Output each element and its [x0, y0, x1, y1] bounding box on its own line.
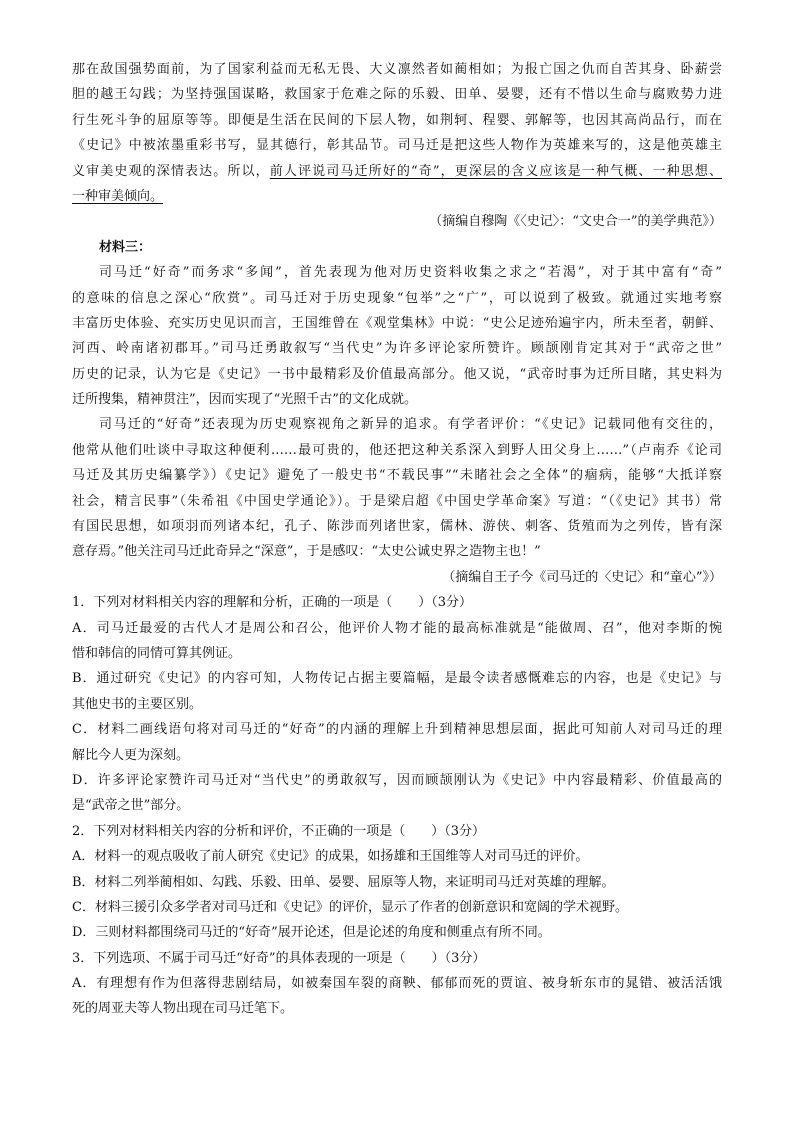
question-stem: 1．下列对材料相关内容的理解和分析，正确的一项是（ ）（3分）	[72, 595, 473, 611]
passage-line	[72, 184, 722, 209]
passage-line: 马迁及其历史编纂学》）《史记》避免了一般史书“不载民事”“未睹社会之全体”的痼病，能够“大抵详察	[72, 468, 722, 484]
exam-page	[72, 57, 722, 1022]
underlined-sentence: 一种审美倾向。	[72, 188, 164, 204]
option-line: D．三则材料都围绕司马迁的“好奇”展开论述，但是论述的角度和侧重点有所不同。	[72, 925, 551, 941]
passage-line: 行生死斗争的屈原等等。即便是生活在民间的下层人物，如荆轲、程婴、郭解等，也因其高尚品行，而在	[72, 112, 722, 128]
passage-line	[72, 159, 722, 184]
passage-line: 迁所搜集，精神贯注”，因而实现了“光照千古”的文化成就。	[72, 392, 417, 408]
passage-line: 胆的越王勾践；为坚持强国谋略，救国家于危难之际的乐毅、田单、晏婴，还有不惜以生命与腐败势力进	[72, 87, 722, 103]
passage-line: 历史的记录，认为它是《史记》一书中最精彩及价值最高部分。他又说，“武帝时事为迁所目睹，其史料为	[72, 366, 722, 382]
passage-line: 司马迁的“好奇”还表现为历史观察视角之新异的追求。有学者评价：“《史记》记载同他有交往的，	[99, 417, 722, 433]
source-citation: （摘编自穆陶《〈史记〉：“文史合一”的美学典范》）	[429, 214, 722, 230]
passage-line: 的意味的信息之深心“欣赏”。司马迁对于历史现象“包举”之“广”，可以说到了极致。就通过实地考察	[72, 290, 722, 306]
passage-line: 他常从他们吐谈中寻取这种便利……最可贵的，他还把这种关系深入到野人田父身上……”（卢南乔《论司	[72, 442, 722, 458]
question-stem: 3．下列选项、不属于司马迁“好奇”的具体表现的一项是（ ）（3分）	[72, 950, 486, 966]
passage-line: 那在敌国强势面前，为了国家利益而无私无畏、大义凛然者如蔺相如；为报亡国之仇而自苦其身、卧薪尝	[72, 62, 722, 77]
passage-line: 丰富历史体验、充实历史见识而言，王国维曾在《观堂集林》中说：“史公足迹殆遍宇内，所未至者，朝鲜、	[72, 315, 722, 331]
passage-text: 义审美史观的深情表达。所以，	[72, 163, 270, 179]
option-line: 其他史书的主要区别。	[72, 696, 203, 712]
option-line: C．材料三援引众多学者对司马迁和《史记》的评价，显示了作者的创新意识和宽阔的学术视野。	[72, 899, 628, 915]
option-line: A．有理想有作为但落得悲剧结局，如被秦国车裂的商鞅、郁郁而死的贾谊、被身斩东市的晁错、被活活饿	[72, 976, 722, 992]
option-line: 惜和韩信的同情可算其例证。	[72, 645, 242, 661]
passage-line: 河西、岭南诸初郡耳。”司马迁勇敢叙写“当代史”为许多评论家所赞许。顾颉刚肯定其对于“武帝之世”	[72, 341, 722, 357]
passage-line: 有国民思想，如项羽而列诸本纪，孔子、陈涉而列诸世家，儒林、游侠、刺客、货殖而为之列传，皆有深	[72, 519, 722, 535]
option-line: B．通过研究《史记》的内容可知，人物传记占据主要篇幅，是最令读者感慨难忘的内容，也是《史记》与	[72, 671, 722, 687]
passage-line: 社会，精言民事”（朱希祖《中国史学通论》）。于是梁启超《中国史学革命案》写道：“（《史记》其书）常	[72, 493, 722, 509]
option-line: A．材料一的观点吸收了前人研究《史记》的成果，如扬雄和王国维等人对司马迁的评价。	[72, 849, 589, 865]
underlined-sentence: 前人评说司马迁所好的“奇”，更深层的含义应该是一种气概、一种思想、	[269, 163, 722, 179]
option-line: A．司马迁最爱的古代人才是周公和召公，他评价人物才能的最高标准就是“能做周、召”，他对李斯的惋	[72, 620, 722, 636]
material-heading: 材料三：	[99, 239, 152, 255]
option-line: C．材料二画线语句将对司马迁的“好奇”的内涵的理解上升到精神思想层面，据此可知前人对司马迁的理	[72, 722, 722, 738]
option-line: 解比今人更为深刻。	[72, 747, 190, 763]
passage-line: 司马迁“好奇”而务求“多闻”，首先表现为他对历史资料收集之求之“若渴”，对于其中富有“奇”	[99, 265, 722, 281]
source-citation: （摘编自王子今《司马迁的〈史记〉和“童心”》）	[442, 569, 722, 585]
option-line: D．许多评论家赞许司马迁对“当代史”的勇敢叙写，因而顾颉刚认为《史记》中内容最精彩、价值最高的	[72, 772, 722, 788]
option-line: 是“武帝之世”部分。	[72, 798, 190, 814]
option-line: 死的周亚夫等人物出现在司马迁笔下。	[72, 1001, 294, 1017]
question-stem: 2．下列对材料相关内容的分析和评价，不正确的一项是（ ）（3分）	[72, 823, 486, 839]
passage-line: 《史记》中被浓墨重彩书写，显其德行，彰其品节。司马迁是把这些人物作为英雄来写的，这是他英雄主	[72, 138, 722, 154]
passage-line: 意存焉。”他关注司马迁此奇异之“深意”，于是感叹：“太史公诚史界之造物主也！”	[72, 544, 541, 560]
option-line: B．材料二列举蔺相如、勾践、乐毅、田单、晏婴、屈原等人物，来证明司马迁对英雄的理解。	[72, 874, 615, 890]
